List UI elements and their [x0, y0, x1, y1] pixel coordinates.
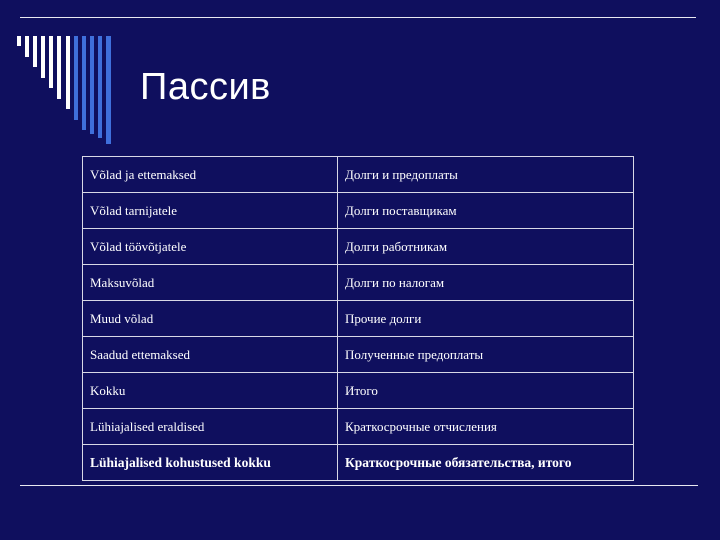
- liabilities-table: [82, 156, 634, 481]
- russian-term: Прочие долги: [338, 301, 634, 337]
- table-row: [83, 229, 634, 265]
- table-row: [83, 301, 634, 337]
- russian-term: Долги по налогам: [338, 265, 634, 301]
- table-row: [83, 265, 634, 301]
- decorative-stripes: [0, 0, 120, 150]
- estonian-term: Saadud ettemaksed: [83, 337, 338, 373]
- estonian-term: Lühiajalised kohustused kokku: [83, 445, 338, 481]
- russian-term: Долги и предоплаты: [338, 157, 634, 193]
- table-row: [83, 157, 634, 193]
- estonian-term: Võlad ja ettemaksed: [83, 157, 338, 193]
- estonian-term: Kokku: [83, 373, 338, 409]
- russian-term: Краткосрочные отчисления: [338, 409, 634, 445]
- russian-term: Долги работникам: [338, 229, 634, 265]
- estonian-term: Lühiajalised eraldised: [83, 409, 338, 445]
- russian-term: Итого: [338, 373, 634, 409]
- table-total-row: [83, 445, 634, 481]
- estonian-term: Muud võlad: [83, 301, 338, 337]
- estonian-term: Võlad tarnijatele: [83, 193, 338, 229]
- table-row: [83, 409, 634, 445]
- top-divider: [20, 17, 696, 18]
- table-row: [83, 193, 634, 229]
- bottom-divider: [20, 485, 698, 486]
- russian-term: Долги поставщикам: [338, 193, 634, 229]
- estonian-term: Maksuvõlad: [83, 265, 338, 301]
- table-row: [83, 337, 634, 373]
- slide-title: Пассив: [140, 66, 271, 108]
- russian-term: Краткосрочные обязательства, итого: [338, 445, 634, 481]
- estonian-term: Võlad töövõtjatele: [83, 229, 338, 265]
- russian-term: Полученные предоплаты: [338, 337, 634, 373]
- table-row: [83, 373, 634, 409]
